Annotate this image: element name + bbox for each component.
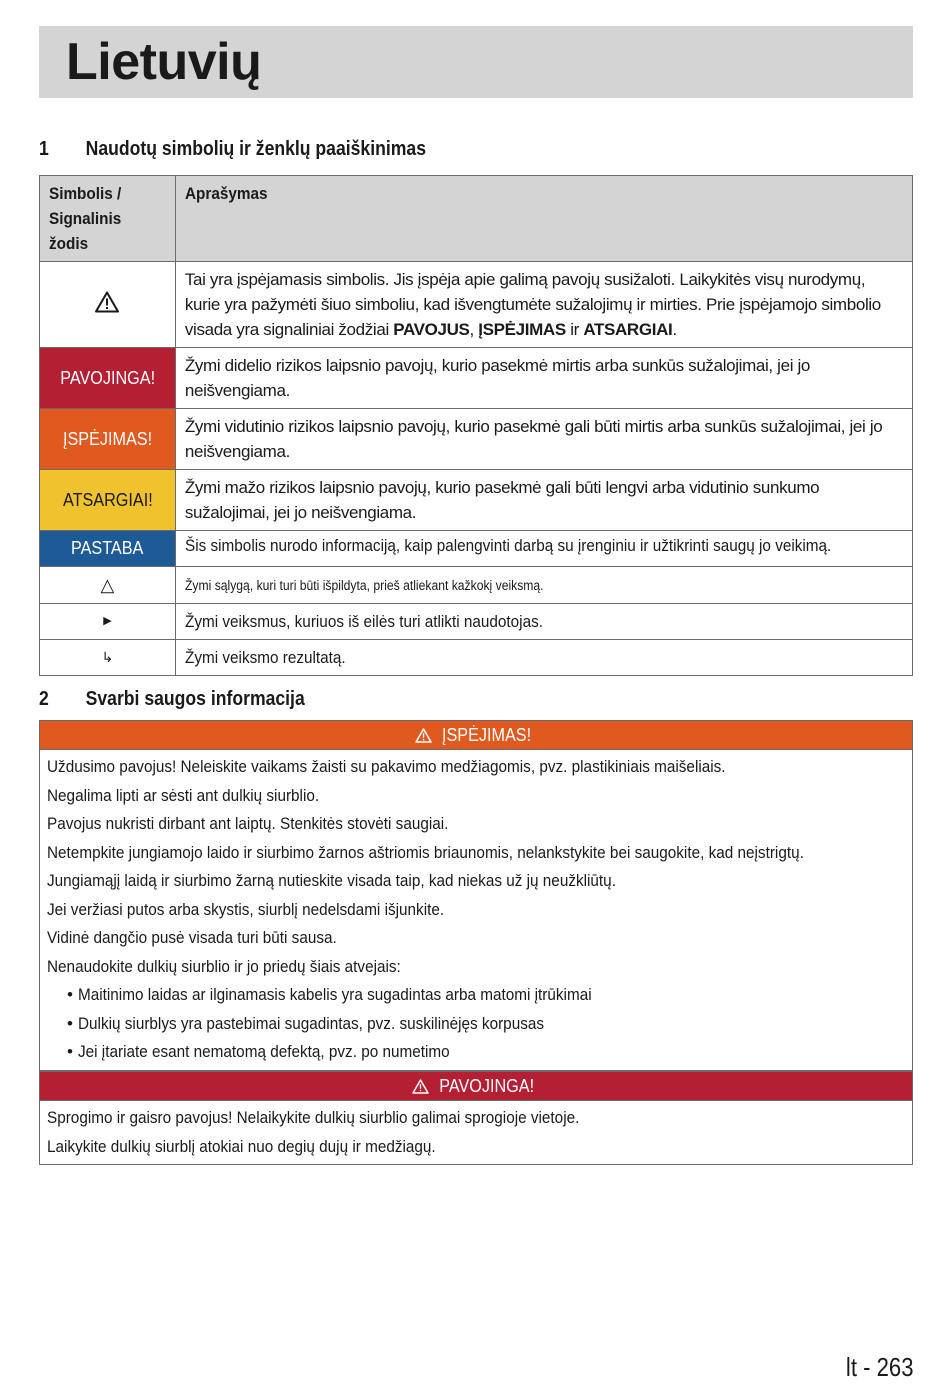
- danger-box-header: [40, 1072, 912, 1101]
- description-text: Žymi sąlygą, kuri turi būti išpildyta, prieš atliekant kažkokį veiksmą.: [184, 578, 544, 593]
- signal-pavojinga: [40, 348, 176, 409]
- signal-atsargiai: [40, 470, 176, 531]
- table-row: [40, 531, 913, 567]
- warning-line: Negalima lipti ar sėsti ant dulkių siurblio.: [47, 785, 320, 805]
- page-number: lt - 263: [845, 1352, 913, 1382]
- header-description-label: Aprašymas: [184, 184, 268, 203]
- table-row: [40, 262, 913, 348]
- section-2-number: 2: [39, 688, 49, 710]
- warning-line: Pavojus nukristi dirbant ant laiptų. Stenkitės stovėti saugiai.: [47, 814, 449, 833]
- section-1-heading: [39, 138, 426, 161]
- description-cell: Žymi didelio rizikos laipsnio pavojų, kurio pasekmė mirtis arba sunkūs sužalojimai, jei jo neišvengiama.: [175, 348, 912, 409]
- signal-pastaba: [40, 531, 176, 567]
- warning-bullet: Dulkių siurblys yra pastebimai sugadintas, pvz. suskilinėjęs korpusas: [77, 1013, 544, 1033]
- section-1-title: Naudotų simbolių ir ženklų paaiškinimas: [85, 138, 426, 160]
- warning-bullet: Maitinimo laidas ar ilginamasis kabelis yra sugadintas arba matomi įtrūkimai: [77, 985, 592, 1004]
- signal-ispejimas: [40, 409, 176, 470]
- description-cell: [175, 531, 912, 567]
- section-2-title: Svarbi saugos informacija: [85, 688, 305, 710]
- table-row: [40, 409, 913, 470]
- warning-line: Jei veržiasi putos arba skystis, siurblį nedelsdami išjunkite.: [47, 899, 445, 919]
- warning-box-header: [40, 721, 912, 750]
- symbol-cell: [40, 262, 176, 348]
- separator: ,: [469, 320, 479, 339]
- danger-line: Sprogimo ir gaisro pavojus! Nelaikykite dulkių siurblio galimai sprogioje vietoje.: [47, 1108, 580, 1127]
- section-2-heading: [39, 688, 305, 711]
- header-symbol-label: Simbolis / Signalinis žodis: [49, 184, 122, 253]
- symbols-table: [39, 175, 913, 676]
- condition-triangle-icon: △: [40, 567, 176, 604]
- result-arrow-icon: ↳: [40, 640, 176, 676]
- warning-line: Jungiamąjį laidą ir siurbimo žarną nutieskite visada taip, kad niekas už jų neužkliūtų.: [47, 871, 616, 890]
- table-row: [40, 640, 913, 676]
- table-row: [40, 604, 913, 640]
- warning-triangle-icon: [95, 291, 119, 313]
- signal-word-pavojus: PAVOJUS: [393, 320, 470, 339]
- title-bar: [39, 26, 913, 98]
- section-1-number: 1: [39, 138, 49, 160]
- action-arrow-icon: ▶: [40, 604, 176, 640]
- warning-line: Netempkite jungiamojo laido ir siurbimo žarnos aštriomis briaunomis, nelankstykite bei saugokite, kad neįstrigtų.: [47, 842, 804, 862]
- warning-triangle-icon: [415, 728, 432, 743]
- description-cell: [175, 567, 912, 604]
- signal-label: PASTABA: [71, 538, 144, 558]
- danger-line: Laikykite dulkių siurblį atokiai nuo degių dujų ir medžiagų.: [47, 1136, 436, 1156]
- header-symbol: [40, 176, 176, 262]
- signal-word-ispejimas: ĮSPĖJIMAS: [478, 320, 566, 339]
- page-title: Lietuvių: [66, 33, 262, 91]
- table-row: [40, 470, 913, 531]
- warning-line: Uždusimo pavojus! Neleiskite vaikams žaisti su pakavimo medžiagomis, pvz. plastikiniais maišeliais.: [47, 757, 726, 776]
- signal-label: PAVOJINGA!: [60, 367, 155, 388]
- table-row: [40, 348, 913, 409]
- header-description: [175, 176, 912, 262]
- separator: ir: [565, 320, 584, 339]
- warning-bullet: Jei įtariate esant nematomą defektą, pvz. po numetimo: [77, 1042, 450, 1061]
- description-cell: Žymi vidutinio rizikos laipsnio pavojų, kurio pasekmė gali būti mirtis arba sunkūs sužalojimai, jei jo neišvengiama.: [175, 409, 912, 470]
- description-cell: [175, 640, 912, 676]
- signal-label: ĮSPĖJIMAS!: [62, 428, 153, 449]
- warning-box: [39, 720, 913, 1071]
- warning-triangle-icon: [412, 1079, 429, 1094]
- description-cell: [175, 604, 912, 640]
- description-text: Žymi veiksmus, kuriuos iš eilės turi atlikti naudotojas.: [184, 612, 543, 631]
- warning-box-body: [40, 750, 912, 1070]
- table-row: [40, 567, 913, 604]
- description-text: Žymi veiksmo rezultatą.: [184, 648, 346, 667]
- warning-line: Vidinė dangčio pusė visada turi būti sausa.: [47, 928, 337, 947]
- danger-box-body: [40, 1101, 912, 1164]
- warning-line: Nenaudokite dulkių siurblio ir jo priedų šiais atvejais:: [47, 956, 401, 976]
- period: .: [672, 320, 677, 339]
- danger-box-title: PAVOJINGA!: [439, 1076, 535, 1096]
- description-text: Šis simbolis nurodo informaciją, kaip palengvinti darbą su įrenginiu ir užtikrinti saugų jo veikimą.: [184, 536, 832, 555]
- description-cell: Žymi mažo rizikos laipsnio pavojų, kurio pasekmė gali būti lengvi arba vidutinio sunkumo sužalojimai, jei jo neišvengiama.: [175, 470, 912, 531]
- signal-word-atsargiai: ATSARGIAI: [583, 320, 673, 339]
- danger-box: [39, 1071, 913, 1165]
- description-cell: [175, 262, 912, 348]
- signal-label: ATSARGIAI!: [62, 489, 153, 510]
- table-header-row: [40, 176, 913, 262]
- warning-symbol-description: Tai yra įspėjamasis simbolis. Jis įspėja apie galimą pavojų susižaloti. Laikykitės visų nurodymų, kurie yra pažymėti šiuo simboliu, kad išvengtumėte sužalojimų ir mirties. Prie įspėjamojo simbolio visada yra signaliniai žodžiai: [184, 270, 881, 339]
- warning-box-title: ĮSPĖJIMAS!: [442, 725, 532, 745]
